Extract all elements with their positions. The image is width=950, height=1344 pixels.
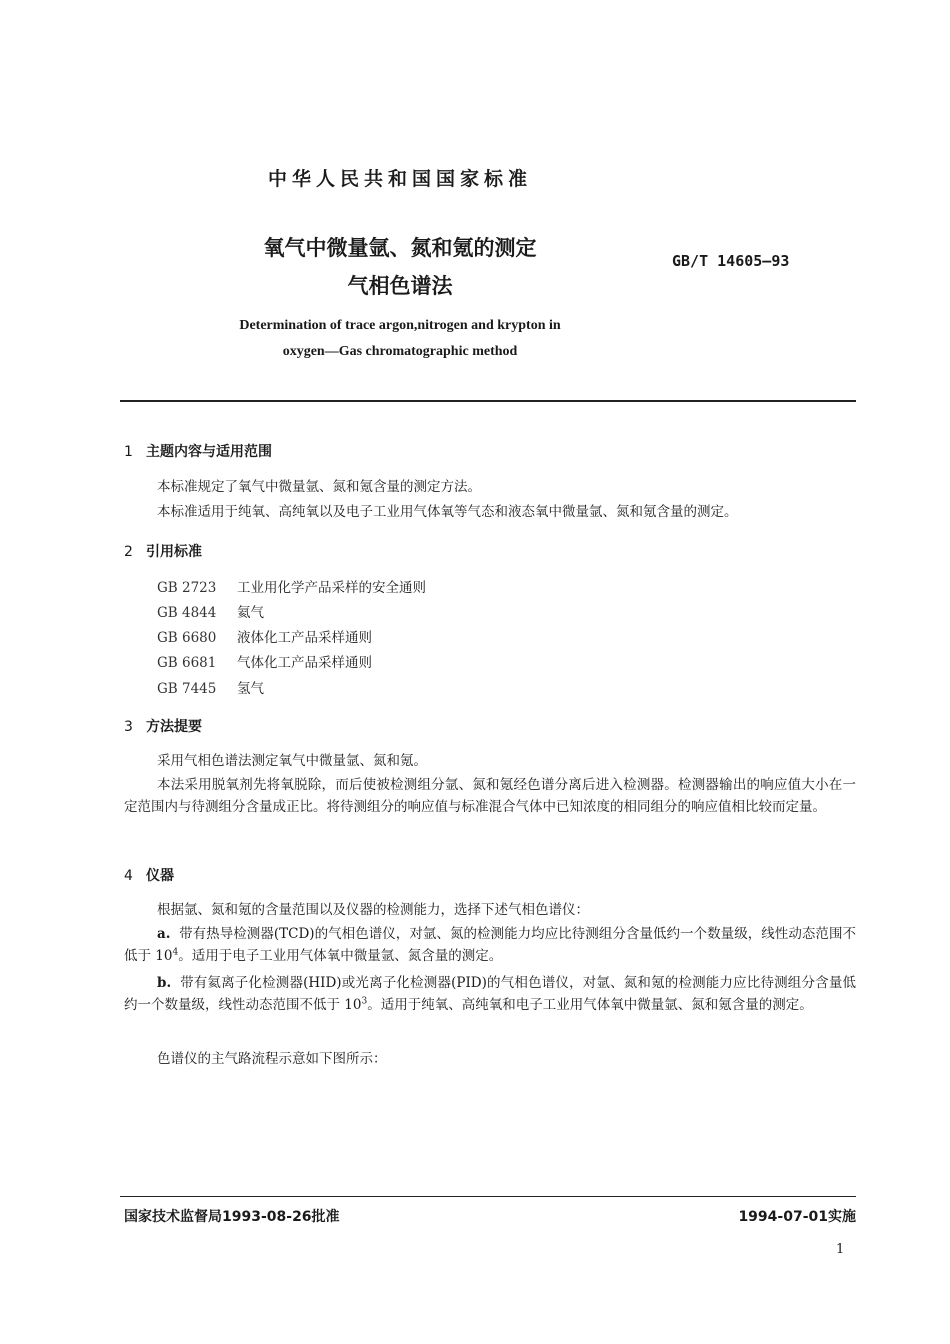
exponent: 3 (361, 996, 368, 1007)
reference-item (157, 651, 372, 671)
section-4-paragraph-last: 色谱仪的主气路流程示意如下图所示： (157, 1051, 387, 1067)
section-4-heading (124, 865, 174, 885)
item-text-end: 。适用于纯氧、高纯氧和电子工业用气体氧中微量氩、氮和氪含量的测定。 (367, 997, 813, 1013)
reference-item (157, 576, 426, 596)
effective-date: 1994-07-01实施 (738, 1209, 856, 1225)
section-title: 仪器 (146, 868, 174, 884)
section-2-heading (124, 541, 202, 561)
section-4-item-a (124, 923, 856, 967)
item-text: 带有氦离子化检测器(HID)或光离子化检测器(PID)的气相色谱仪，对氩、氮和氪的检测能力应比待测组分含量低约一个数量级，线性动态范围不低于 10 (124, 975, 856, 1013)
standard-code: GB/T 14605—93 (672, 252, 790, 270)
reference-code: GB 7445 (157, 681, 217, 697)
reference-code: GB 4844 (157, 605, 217, 621)
item-label: b. (157, 975, 172, 991)
section-number: 4 (124, 868, 133, 884)
section-1-heading (124, 441, 272, 461)
title-chinese-line1: 氧气中微量氩、氮和氪的测定 (263, 236, 537, 260)
section-3-paragraph-1: 采用气相色谱法测定氧气中微量氩、氮和氪。 (157, 753, 427, 769)
title-chinese-line2: 气相色谱法 (347, 274, 453, 298)
footer-divider (120, 1196, 856, 1197)
reference-name: 氢气 (237, 681, 264, 697)
reference-name: 气体化工产品采样通则 (237, 655, 372, 671)
reference-name: 氦气 (237, 605, 264, 621)
item-text-end: 。适用于电子工业用气体氧中微量氩、氮含量的测定。 (178, 948, 503, 964)
section-title: 方法提要 (146, 719, 202, 735)
header-divider (120, 400, 856, 402)
section-1-paragraph-1: 本标准规定了氧气中微量氩、氮和氪含量的测定方法。 (157, 479, 481, 495)
section-1-paragraph-2: 本标准适用于纯氧、高纯氧以及电子工业用气体氧等气态和液态氧中微量氩、氮和氪含量的测定。 (157, 504, 738, 520)
reference-code: GB 6681 (157, 655, 217, 671)
title-english-line2: oxygen—Gas chromatographic method (282, 344, 518, 359)
reference-code: GB 6680 (157, 630, 217, 646)
section-title: 引用标准 (146, 544, 202, 560)
section-title: 主题内容与适用范围 (146, 444, 272, 460)
approval-date: 国家技术监督局1993-08-26批准 (124, 1209, 340, 1225)
reference-code: GB 2723 (157, 580, 217, 596)
reference-item (157, 677, 264, 697)
reference-name: 工业用化学产品采样的安全通则 (237, 580, 426, 596)
item-label: a. (157, 926, 171, 942)
section-4-item-b (124, 972, 856, 1016)
reference-name: 液体化工产品采样通则 (237, 630, 372, 646)
section-4-paragraph-1: 根据氩、氮和氪的含量范围以及仪器的检测能力，选择下述气相色谱仪： (157, 902, 589, 918)
section-3-paragraph-2: 本法采用脱氧剂先将氧脱除，而后使被检测组分氩、氮和氪经色谱分离后进入检测器。检测器输出的响应值大小在一定范围内与待测组分含量成正比。将待测组分的响应值与标准混合气体中已知浓度的相同组分的响应值相比较而定量。 (124, 777, 856, 815)
page-number: 1 (836, 1242, 845, 1257)
reference-item (157, 601, 264, 621)
section-number: 3 (124, 719, 133, 735)
title-english-line1: Determination of trace argon,nitrogen and krypton in (239, 318, 561, 333)
section-number: 1 (124, 444, 133, 460)
exponent: 4 (172, 947, 179, 958)
item-text: 带有热导检测器(TCD)的气相色谱仪，对氩、氮的检测能力均应比待测组分含量低约一个数量级，线性动态范围不低于 10 (124, 926, 856, 964)
section-3-heading (124, 716, 202, 736)
reference-item (157, 626, 372, 646)
section-number: 2 (124, 544, 133, 560)
national-standard-heading: 中华人民共和国国家标准 (267, 168, 532, 190)
